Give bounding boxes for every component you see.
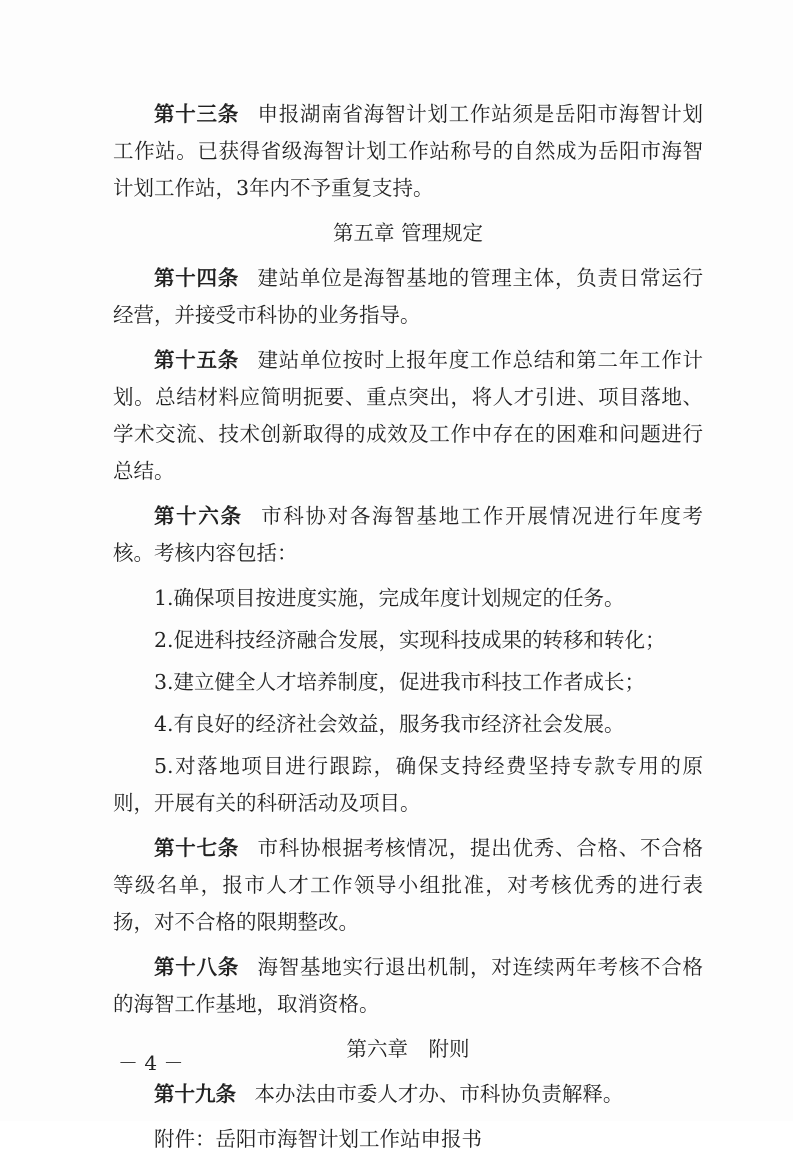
list-item: 4.有良好的经济社会效益，服务我市经济社会发展。 — [154, 712, 625, 736]
article-label: 第十九条 — [154, 1082, 236, 1106]
article-17 — [113, 830, 703, 941]
chapter-heading-6: 第六章 附则 — [346, 1037, 470, 1061]
article-16 — [113, 498, 703, 572]
page-number: － 4 － — [118, 1051, 184, 1075]
article-label: 第十五条 — [154, 348, 240, 372]
article-text: 市科协根据考核情况，提出优秀、合格、不合格等级名单，报市人才工作领导小组批准，对考核优秀的进行表扬，对不合格的限期整改。 — [113, 836, 704, 934]
article-label: 第十八条 — [154, 955, 240, 979]
article-text: 建站单位是海智基地的管理主体，负责日常运行经营，并接受市科协的业务指导。 — [113, 266, 704, 327]
list-item: 1.确保项目按进度实施，完成年度计划规定的任务。 — [154, 586, 625, 610]
document-body — [113, 96, 703, 1158]
article-label: 第十六条 — [154, 504, 243, 528]
article-label: 第十四条 — [154, 266, 240, 290]
article-13 — [113, 96, 703, 207]
article-text: 海智基地实行退出机制，对连续两年考核不合格的海智工作基地，取消资格。 — [113, 955, 704, 1016]
article-text: 市科协对各海智基地工作开展情况进行年度考核。考核内容包括： — [113, 504, 704, 565]
article-15 — [113, 342, 703, 490]
article-14 — [113, 260, 703, 334]
article-text: 申报湖南省海智计划工作站须是岳阳市海智计划工作站。已获得省级海智计划工作站称号的自然成为岳阳市海智计划工作站，3年内不予重复支持。 — [113, 102, 704, 200]
list-item: 2.促进科技经济融合发展，实现科技成果的转移和转化； — [154, 628, 666, 652]
article-label: 第十三条 — [154, 102, 240, 126]
article-text: 建站单位按时上报年度工作总结和第二年工作计划。总结材料应简明扼要、重点突出，将人才引进、项目落地、学术交流、技术创新取得的成效及工作中存在的困难和问题进行总结。 — [113, 348, 704, 483]
attachment-note: 附件：岳阳市海智计划工作站申报书 — [154, 1127, 482, 1151]
article-18 — [113, 949, 703, 1023]
list-item: 5.对落地项目进行跟踪，确保支持经费坚持专款专用的原则，开展有关的科研活动及项目。 — [113, 754, 703, 815]
article-text: 本办法由市委人才办、市科协负责解释。 — [254, 1082, 624, 1106]
chapter-heading-5: 第五章 管理规定 — [332, 221, 484, 245]
article-19 — [113, 1076, 703, 1113]
list-item: 3.建立健全人才培养制度，促进我市科技工作者成长； — [154, 670, 646, 694]
article-label: 第十七条 — [154, 836, 240, 860]
